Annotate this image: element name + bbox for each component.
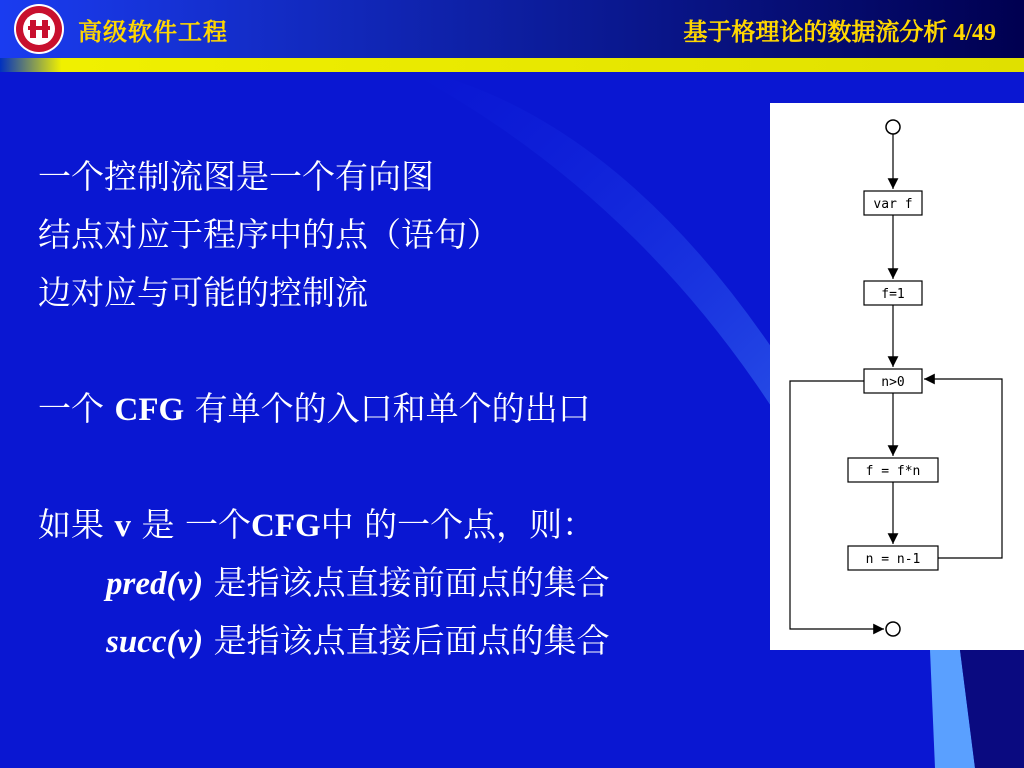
entry-exit-line	[38, 380, 610, 438]
node-var-f: var f	[873, 197, 913, 212]
spacer	[38, 322, 610, 380]
slide-header	[0, 0, 1024, 58]
course-title: 高级软件工程	[78, 18, 228, 46]
entry-exit-prefix: 一个	[38, 389, 115, 428]
cfg-diagram-svg	[770, 103, 1024, 650]
university-logo-icon	[8, 2, 70, 56]
succ-line	[38, 612, 610, 670]
condition-line	[38, 496, 610, 554]
condition-c: 是 一个	[131, 505, 251, 544]
node-f-init: f=1	[881, 287, 905, 302]
cfg-term: CFG	[250, 508, 321, 544]
node-decrement: n = n-1	[865, 552, 921, 567]
definition-line-3: 边对应与可能的控制流	[38, 273, 368, 312]
succ-text: 是指该点直接后面点的集合	[203, 621, 610, 660]
node-condition: n>0	[881, 375, 905, 390]
definition-line-2: 结点对应于程序中的点（语句）	[38, 215, 500, 254]
definition-line-1: 一个控制流图是一个有向图	[38, 157, 434, 196]
cfg-term: CFG	[114, 392, 185, 428]
cfg-diagram	[770, 103, 1024, 650]
pred-text: 是指该点直接前面点的集合	[203, 563, 610, 602]
succ-term: succ(v)	[106, 624, 204, 660]
edge-cond-exit	[790, 381, 884, 629]
pred-term: pred(v)	[106, 566, 204, 602]
exit-node	[886, 622, 900, 636]
variable-v: v	[114, 508, 131, 544]
slide-title-text: 基于格理论的数据流分析	[683, 18, 948, 46]
condition-a: 如果	[38, 505, 115, 544]
slide-body	[38, 148, 610, 670]
page-number: 4/49	[953, 20, 996, 46]
condition-e: 中 的一个点，则：	[320, 505, 596, 544]
entry-exit-suffix: 有单个的入口和单个的出口	[184, 389, 591, 428]
pred-line	[38, 554, 610, 612]
node-multiply: f = f*n	[865, 464, 921, 479]
slide-title	[683, 12, 996, 47]
entry-node	[886, 120, 900, 134]
spacer	[38, 438, 610, 496]
